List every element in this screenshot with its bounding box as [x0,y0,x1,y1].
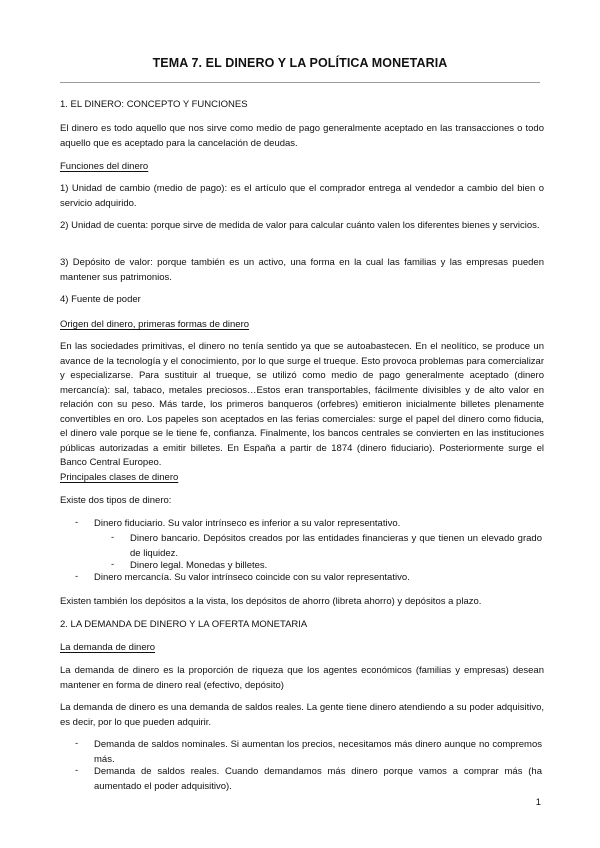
bullet-dash: - [75,738,79,749]
list-item-mercancia: Dinero mercancía. Su valor intrínseco coincide con su valor representativo. [94,572,410,583]
list-item-saldos-reales: Demanda de saldos reales. Cuando demandamos más dinero porque vamos a comprar más (ha aumentado el poder adquisitivo). [94,766,542,792]
demanda-paragraph-2: La demanda de dinero es una demanda de saldos reales. La gente tiene dinero atendiendo a su poder adquisitivo, es decir, por lo que pueden adquirir. [60,702,544,728]
funcion-4: 4) Fuente de poder [60,294,141,305]
funciones-subheading: Funciones del dinero [60,161,149,172]
funcion-2: 2) Unidad de cuenta: porque sirve de medida de valor para calcular cuánto valen los diferentes bienes y servicios. [60,220,540,231]
section-2-heading: 2. LA DEMANDA DE DINERO Y LA OFERTA MONETARIA [60,619,308,630]
bullet-dash: - [111,559,115,570]
origen-subheading: Origen del dinero, primeras formas de dinero [60,319,250,330]
funcion-3: 3) Depósito de valor: porque también es un activo, una forma en la cual las familias y las empresas pueden mantener sus patrimonios. [60,257,544,283]
demanda-paragraph-1: La demanda de dinero es la proporción de riqueza que los agentes económicos (familias y empresas) desean mantener en forma de dinero real (efectivo, depósito) [60,665,544,691]
list-item-bancario: Dinero bancario. Depósitos creados por las entidades financieras y que tienen un elevado grado de liquidez. [130,533,542,559]
bullet-dash: - [75,765,79,776]
clases-outro: Existen también los depósitos a la vista, los depósitos de ahorro (libreta ahorro) y depósitos a plazo. [60,596,482,607]
list-item-saldos-nominales: Demanda de saldos nominales. Si aumentan los precios, necesitamos más dinero aunque no compremos más. [94,739,542,765]
funcion-1: 1) Unidad de cambio (medio de pago): es el artículo que el comprador entrega al vendedor a cambio del bien o servicio adquirido. [60,183,544,209]
origen-paragraph: En las sociedades primitivas, el dinero no tenía sentido ya que se autoabastecen. En el neolítico, se produce un avance de la tecnología y el conocimiento, por lo que surge el trueque. Esto provoca problemas para comercializar y especializarse. Para sustituir al trueque, se utilizó como medio de pago generalmente aceptado (dinero mercancía): sal, tabaco, metales preciosos…Estos eran transportables, fácilmente divisibles y de alto valor en relación con su peso. Más tarde, los primeros banqueros (orfebres) emitieron inicialmente billetes plenamente convertibles en oro. Los papeles son aceptados en las ferias comerciales: surge el papel del dinero como fiducia, el dinero vale porque se le tiene fe, confianza. Finalmente, los bancos centrales se convierten en las instituciones públicas autorizadas a emitir billetes. En España a partir de 1874 (dinero fiduciario). Posteriormente surge el Banco Central Europeo. [60,341,544,468]
page-number: 1 [535,797,541,808]
intro-paragraph: El dinero es todo aquello que nos sirve como medio de pago generalmente aceptado en las transacciones o todo aquello que es aceptado para la cancelación de deudas. [60,123,544,149]
list-item-fiduciario: Dinero fiduciario. Su valor intrínseco es inferior a su valor representativo. [94,518,401,529]
clases-intro: Existe dos tipos de dinero: [60,495,172,506]
bullet-dash: - [75,517,79,528]
title-divider [60,82,540,83]
bullet-dash: - [111,532,115,543]
bullet-dash: - [75,571,79,582]
section-1-heading: 1. EL DINERO: CONCEPTO Y FUNCIONES [60,99,248,110]
list-item-legal: Dinero legal. Monedas y billetes. [130,560,268,571]
document-title: TEMA 7. EL DINERO Y LA POLÍTICA MONETARIA [152,56,448,70]
clases-subheading: Principales clases de dinero [60,472,179,483]
demanda-subheading: La demanda de dinero [60,642,156,653]
